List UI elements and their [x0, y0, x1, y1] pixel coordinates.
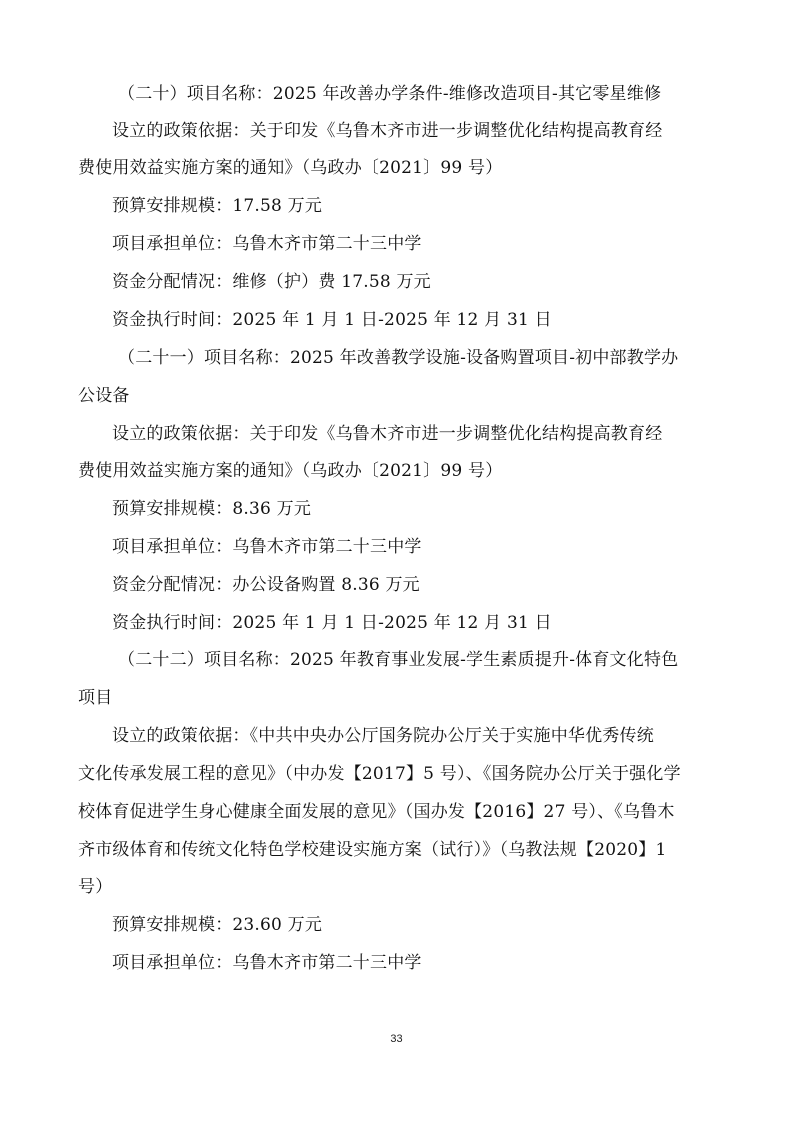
section-22-policy-basis-cont-2: 校体育促进学生身心健康全面发展的意见》（国办发【2016】27 号）、《乌鲁木: [78, 802, 675, 822]
section-20-unit: 项目承担单位：乌鲁木齐市第二十三中学: [112, 234, 422, 254]
section-22-policy-basis: 设立的政策依据：《中共中央办公厅国务院办公厅关于实施中华优秀传统: [112, 726, 654, 746]
section-21-execution-time: 资金执行时间：2025 年 1 月 1 日-2025 年 12 月 31 日: [112, 613, 552, 633]
section-20-title: （二十）项目名称：2025 年改善办学条件-维修改造项目-其它零星维修: [118, 84, 662, 104]
section-22-title-cont: 项目: [78, 688, 113, 708]
section-21-title-cont: 公设备: [78, 386, 130, 406]
section-21-policy-basis-cont: 费使用效益实施方案的通知》（乌政办〔2021〕99 号）: [78, 461, 503, 481]
section-20-allocation: 资金分配情况：维修（护）费 17.58 万元: [112, 272, 431, 292]
section-22-title: （二十二）项目名称：2025 年教育事业发展-学生素质提升-体育文化特色: [118, 650, 679, 670]
section-22-policy-basis-cont-4: 号）: [78, 877, 113, 897]
section-22-policy-basis-cont-1: 文化传承发展工程的意见》（中办发【2017】5 号）、《国务院办公厅关于强化学: [78, 764, 681, 784]
section-20-execution-time: 资金执行时间：2025 年 1 月 1 日-2025 年 12 月 31 日: [112, 310, 552, 330]
section-22-budget: 预算安排规模：23.60 万元: [112, 915, 323, 935]
section-22-policy-basis-cont-3: 齐市级体育和传统文化特色学校建设实施方案（试行）》（乌教法规【2020】1: [78, 840, 667, 860]
section-21-budget: 预算安排规模：8.36 万元: [112, 499, 312, 519]
section-20-policy-basis-cont: 费使用效益实施方案的通知》（乌政办〔2021〕99 号）: [78, 158, 503, 178]
page-number: 33: [390, 1033, 403, 1045]
section-21-unit: 项目承担单位：乌鲁木齐市第二十三中学: [112, 537, 422, 557]
section-22-unit: 项目承担单位：乌鲁木齐市第二十三中学: [112, 953, 422, 973]
section-20-policy-basis: 设立的政策依据：关于印发《乌鲁木齐市进一步调整优化结构提高教育经: [112, 121, 663, 141]
section-21-allocation: 资金分配情况：办公设备购置 8.36 万元: [112, 575, 420, 595]
section-20-budget: 预算安排规模：17.58 万元: [112, 196, 323, 216]
section-21-policy-basis: 设立的政策依据：关于印发《乌鲁木齐市进一步调整优化结构提高教育经: [112, 424, 663, 444]
section-21-title: （二十一）项目名称：2025 年改善教学设施-设备购置项目-初中部教学办: [118, 348, 679, 368]
